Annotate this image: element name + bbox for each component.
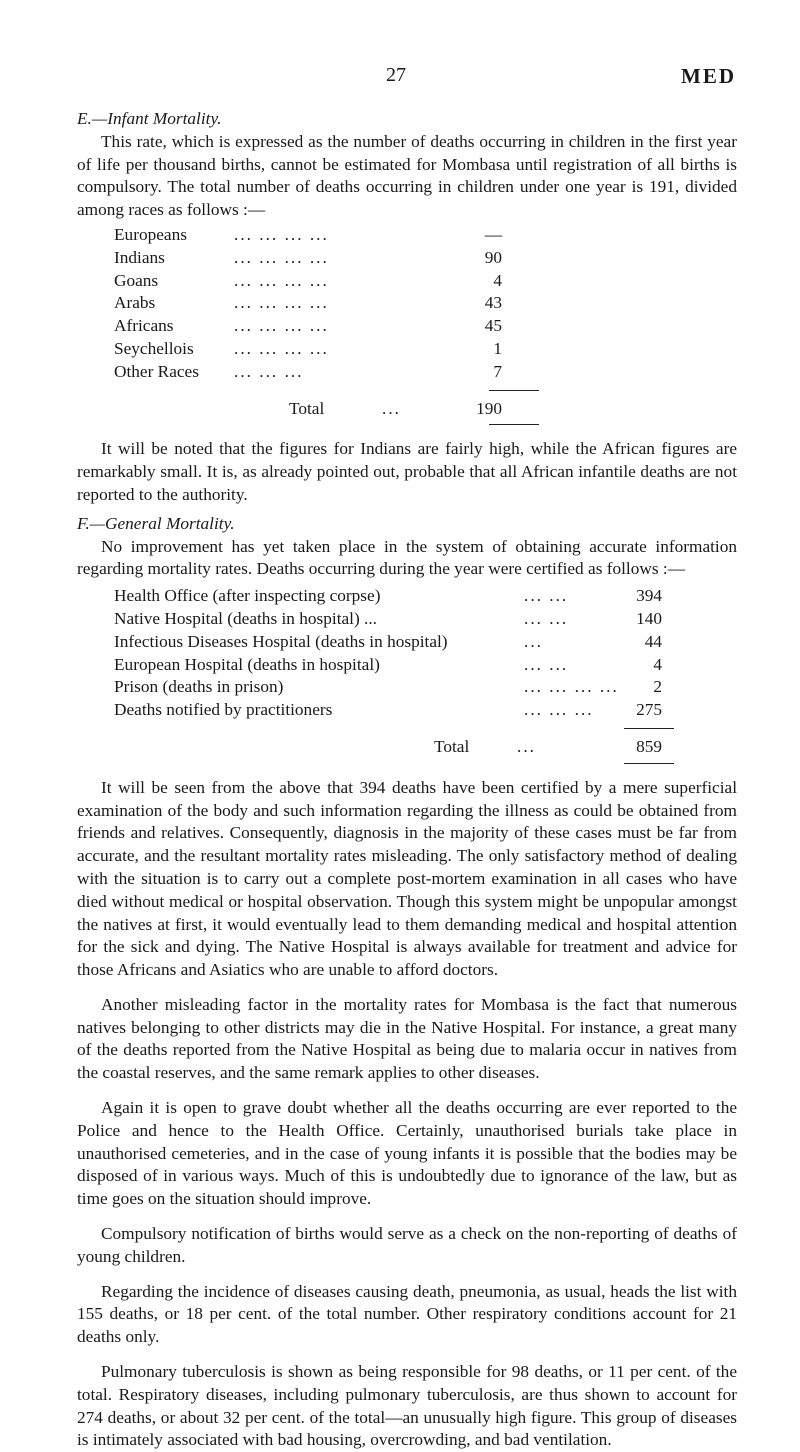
infant-deaths-table	[114, 224, 737, 432]
infant-mortality-heading: E.—Infant Mortality.	[77, 109, 222, 128]
infant-row	[114, 270, 737, 293]
section-code: MED	[681, 64, 736, 88]
general-row-dots: ... ...	[524, 586, 569, 606]
general-mortality-intro: No improvement has yet taken place in the system of obtaining accurate information regarding mortality rates. Deaths occurring during the year were certified as follows :—	[77, 536, 737, 579]
infant-row-label: Europeans	[114, 224, 187, 244]
infant-total-underline	[489, 424, 539, 425]
general-total-dots: ...	[517, 736, 536, 756]
document-body	[77, 108, 737, 1452]
paragraph-misleading-factor: Another misleading factor in the mortality rates for Mombasa is the fact that numerous natives belonging to other districts may die in the Native Hospital. For instance, a great many of the deaths reported from the Native Hospital as being due to malaria occur in natives from the coastal reserves, and the same remark applies to other diseases.	[77, 994, 737, 1083]
general-row-label: Infectious Diseases Hospital (deaths in hospital)	[114, 631, 448, 651]
infant-total-rule	[489, 390, 539, 391]
general-row-dots: ... ... ...	[524, 700, 594, 720]
general-mortality-heading: F.—General Mortality.	[77, 513, 235, 533]
general-row-value: 2	[653, 677, 662, 697]
general-total-value: 859	[636, 736, 662, 756]
infant-row	[114, 247, 737, 270]
infant-total-row	[114, 398, 737, 421]
general-row-label: Prison (deaths in prison)	[114, 677, 284, 697]
infant-row	[114, 224, 737, 247]
infant-row-value: 90	[484, 247, 502, 267]
general-total-rule	[624, 728, 674, 729]
general-row-label: European Hospital (deaths in hospital)	[114, 654, 380, 674]
general-row-dots: ... ...	[524, 654, 569, 674]
general-row-dots: ... ...	[524, 608, 569, 628]
infant-row-label: Africans	[114, 316, 174, 336]
general-total-label: Total	[434, 736, 470, 756]
paragraph-reporting-doubt: Again it is open to grave doubt whether all the deaths occurring are ever reported to the Police and hence to the Health Office. Certainly, unauthorised burials take place in unauthorised cemeteries, and in the case of young infants it is possible that the bodies may be disposed of in various ways. Much of this is undoubtedly due to ignorance of the law, but as time goes on the situation should improve.	[77, 1098, 737, 1209]
infant-mortality-intro: This rate, which is expressed as the number of deaths occurring in children in the first year of life per thousand births, cannot be estimated for Mombasa until registration of all births is compulsory. The total number of deaths occurring in children under one year is 191, divided among races as follows :—	[77, 131, 737, 220]
general-row-value: 4	[653, 654, 662, 674]
infant-row-value: —	[484, 224, 502, 244]
infant-row-dots: ... ... ... ...	[234, 293, 329, 313]
infant-total-value: 190	[476, 398, 502, 418]
general-row	[114, 654, 737, 677]
infant-row-label: Goans	[114, 270, 159, 290]
general-row-label: Deaths notified by practitioners	[114, 700, 333, 720]
infant-row-label: Arabs	[114, 293, 156, 313]
infant-total-label: Total	[289, 398, 325, 418]
infant-mortality-note: It will be noted that the figures for Indians are fairly high, while the African figures are remarkably small. It is, as already pointed out, probable that all African infantile deaths are not reported to the authority.	[77, 439, 737, 504]
paragraph-pneumonia: Regarding the incidence of diseases causing death, pneumonia, as usual, heads the list with 155 deaths, or 18 per cent. of the total number. Other respiratory conditions account for 21 deaths only.	[77, 1281, 737, 1347]
infant-row	[114, 292, 737, 315]
infant-row-value: 45	[484, 316, 502, 336]
infant-row-dots: ... ... ...	[234, 361, 304, 381]
general-row-value: 140	[636, 608, 662, 628]
general-row	[114, 699, 737, 722]
general-row	[114, 631, 737, 654]
general-row-value: 275	[636, 700, 662, 720]
infant-row-value: 7	[493, 361, 502, 381]
general-row-value: 394	[636, 586, 662, 606]
general-row-label: Native Hospital (deaths in hospital) ...	[114, 608, 378, 628]
general-row	[114, 676, 737, 699]
general-row	[114, 608, 737, 631]
infant-row-label: Indians	[114, 247, 165, 267]
infant-row-value: 1	[493, 338, 502, 358]
infant-row-dots: ... ... ... ...	[234, 247, 329, 267]
paragraph-compulsory-notification: Compulsory notification of births would serve as a check on the non-reporting of deaths of young children.	[77, 1224, 737, 1266]
general-row-label: Health Office (after inspecting corpse)	[114, 586, 381, 606]
general-deaths-table	[114, 585, 737, 771]
general-row-dots: ... ... ... ...	[524, 677, 619, 697]
general-row-dots: ...	[524, 631, 543, 651]
infant-row-dots: ... ... ... ...	[234, 270, 329, 290]
infant-row	[114, 338, 737, 361]
infant-row-dots: ... ... ... ...	[234, 316, 329, 336]
paragraph-tuberculosis: Pulmonary tuberculosis is shown as being responsible for 98 deaths, or 11 per cent. of the total. Respiratory diseases, including pulmonary tuberculosis, are thus shown to account for 274 deaths, or about 32 per cent. of the total—an unusually high figure. This group of diseases is intimately associated with bad housing, overcrowding, and bad ventilation.	[77, 1362, 737, 1450]
infant-row-value: 43	[484, 293, 502, 313]
infant-row	[114, 315, 737, 338]
general-total-underline	[624, 763, 674, 764]
infant-row	[114, 361, 737, 384]
general-row-value: 44	[644, 631, 662, 651]
general-total-row	[114, 736, 737, 759]
infant-row-label: Seychellois	[114, 338, 194, 358]
paragraph-certification: It will be seen from the above that 394 deaths have been certified by a mere superficial examination of the body and such information regarding the illness as could be obtained from friends and relatives. Consequently, diagnosis in the majority of these cases must be far from accurate, and the resultant mortality rates misleading. The only satisfactory method of dealing with the situation is to carry out a complete post-mortem examination in all cases who have died without medical or hospital observation. Though this system might be unpopular amongst the natives at first, it would eventually lead to them demanding medical and hospital attention for the sick and dying. The Native Hospital is always available for treatment and advice for those Africans and Asiatics who are unable to afford doctors.	[77, 777, 737, 980]
infant-row-value: 4	[493, 270, 502, 290]
infant-total-dots: ...	[382, 398, 401, 418]
infant-row-dots: ... ... ... ...	[234, 224, 329, 244]
page-number: 27	[386, 64, 406, 86]
infant-row-dots: ... ... ... ...	[234, 338, 329, 358]
general-row	[114, 585, 737, 608]
page-header	[0, 64, 800, 88]
infant-row-label: Other Races	[114, 361, 199, 381]
